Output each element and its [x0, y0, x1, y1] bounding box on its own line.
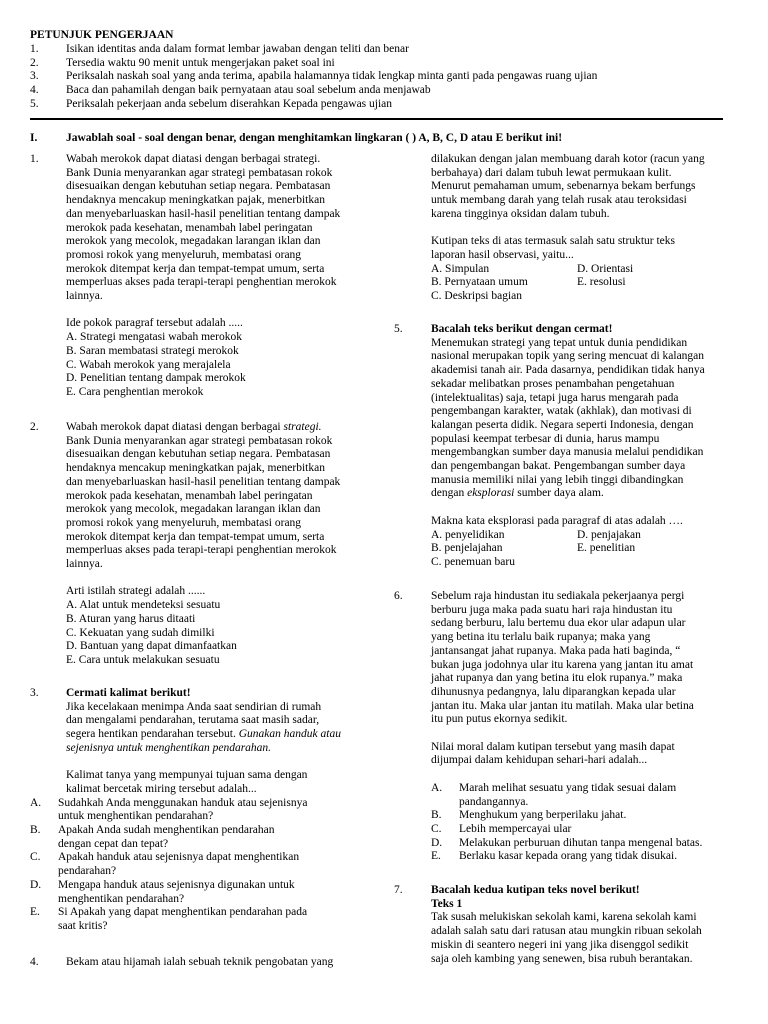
instructions-title: PETUNJUK PENGERJAAN: [30, 29, 174, 41]
passage-line: Menurut pemahaman umum, sebenarnya bekam berfungs: [431, 180, 696, 193]
passage-line: berbahaya) dari dalam tubuh lewat permukaan kulit.: [431, 166, 672, 179]
answer-option: A. Strategi mengatasi wabah merokok: [66, 331, 242, 344]
option-text: Sudahkah Anda menggunakan handuk atau sejenisnya: [58, 796, 308, 809]
text-span: strategi.: [283, 421, 322, 433]
question-7: [431, 884, 741, 966]
option-letter: D.: [431, 836, 443, 849]
option-text: pandangannya.: [459, 795, 529, 808]
answer-option: A. Alat untuk mendeteksi sesuatu: [66, 599, 221, 612]
instruction-text: Baca dan pahamilah dengan baik pernyataan atau soal sebelum anda menjawab: [66, 84, 431, 97]
answer-option: D. Bantuan yang dapat dimanfaatkan: [66, 640, 237, 653]
question-subheading: Teks 1: [431, 897, 463, 910]
question-heading: Bacalah teks berikut dengan cermat!: [431, 323, 613, 335]
option-letter: A.: [30, 796, 42, 809]
passage-line: merokok pada kesehatan, menambah label peringatan: [66, 489, 313, 502]
option-text: untuk menghentikan pendarahan?: [58, 810, 214, 823]
question-4-continued: [431, 153, 741, 304]
instruction-number: 5.: [30, 97, 39, 110]
instruction-number: 2.: [30, 56, 39, 69]
answer-option: [431, 823, 741, 837]
passage-line: karena tingginya oksidan dalam tubuh.: [431, 207, 610, 220]
answer-option: D. Orientasi: [577, 262, 634, 275]
question-stem: Kutipan teks di atas termasuk salah satu struktur teks: [431, 235, 676, 248]
option-letter: A.: [431, 781, 443, 794]
option-text: menghentikan pendarahan?: [58, 892, 185, 905]
answer-option-row: [431, 276, 741, 290]
passage-line: Menemukan strategi yang tepat untuk dunia pendidikan: [431, 336, 688, 349]
option-letter: C.: [431, 822, 442, 835]
answer-option: B. Saran membatasi strategi merokok: [66, 344, 239, 357]
instruction-item: [30, 70, 730, 84]
passage-line: dan mengalami pendarahan, terutama saat masih sadar,: [66, 714, 320, 727]
option-text: Si Apakah yang dapat menghentikan pendarahan pada: [58, 906, 308, 919]
answer-option: B. penjelajahan: [431, 542, 503, 555]
answer-option: B. Aturan yang harus ditaati: [66, 612, 196, 625]
passage-line: bukan juga jodohnya ular itu karena yang jantan itu amat: [431, 658, 694, 671]
passage-line: jahat rupanya dan yang betina itu elok rupanya.” maka: [431, 672, 683, 685]
passage-line: saja oleh kambing yang senewen, bisa rubuh berantakan.: [431, 952, 693, 965]
answer-option: [431, 782, 741, 809]
passage-line: populasi keempat terbesar di dunia, harus mampu: [431, 432, 660, 445]
option-text: Apakah Anda sudah menghentikan pendarahan: [58, 824, 275, 837]
option-text: Apakah handuk atau sejenisnya dapat menghentikan: [58, 851, 300, 864]
answer-option: [30, 824, 386, 851]
question-stem: Arti istilah strategi adalah ......: [66, 585, 206, 598]
passage-line: disesuaikan dengan kebutuhan setiap negara. Pembatasan: [66, 180, 331, 193]
question-stem: Makna kata eksplorasi pada paragraf di atas adalah ….: [431, 514, 683, 527]
passage-line: memperluas akses pada terapi-terapi penghentian merokok: [66, 276, 337, 289]
passage-line: manusia memiliki nilai yang lebih tinggi dibandingkan: [431, 473, 684, 486]
option-text: Melakukan perburuan dihutan tanpa mengenal batas.: [459, 836, 703, 849]
option-letter: B.: [30, 824, 41, 837]
option-text: pendarahan?: [58, 865, 117, 878]
question-stem: Kalimat tanya yang mempunyai tujuan sama dengan: [66, 769, 308, 782]
instruction-item: [30, 84, 730, 98]
option-text: Marah melihat sesuatu yang tidak sesuai dalam: [459, 781, 677, 794]
passage-line: dan pengembangan bakat. Pengembangan sumber daya: [431, 460, 686, 473]
answer-option: [30, 906, 386, 933]
answer-option: [30, 851, 386, 878]
answer-option-row: [431, 263, 741, 277]
passage-line: dan menyebarluaskan hasil-hasil penelitian tentang dampak: [66, 207, 341, 220]
passage-line: segera hentikan pendarahan tersebut. Gunakan handuk atau: [66, 728, 341, 741]
passage-line: nasional merupakan topik yang sering mencuat di kalangan: [431, 350, 705, 363]
passage-line: akademisi tanah air. Pada dasarnya, pendidikan tidak hanya: [431, 364, 705, 377]
passage-line: berburu juga maka pada suatu hari raja hindustan itu: [431, 603, 673, 616]
answer-option: [30, 797, 386, 824]
passage-line: merokok yang mecolok, megadakan larangan iklan dan: [66, 235, 321, 248]
question-number: 6.: [394, 590, 403, 602]
text-span: Wabah merokok dapat diatasi dengan berbagai: [66, 421, 284, 433]
answer-option: E. Cara untuk melakukan sesuatu: [66, 653, 220, 666]
instruction-text: Periksalah naskah soal yang anda terima, apabila halamannya tidak lengkap minta ganti pada pengawas ruang ujian: [66, 70, 598, 83]
text-span: sumber daya alam.: [514, 487, 604, 500]
passage-line: [66, 421, 386, 435]
option-text: saat kritis?: [58, 919, 108, 932]
passage-line: merokok yang mecolok, megadakan larangan iklan dan: [66, 503, 321, 516]
answer-option-row: [431, 529, 741, 543]
section-instruction: Jawablah soal - soal dengan benar, dengan menghitamkan lingkaran ( ) A, B, C, D atau E berikut ini!: [66, 132, 563, 144]
passage-line: promosi rokok yang menyeluruh, membatasi orang: [66, 516, 302, 529]
question-heading: Bacalah kedua kutipan teks novel berikut!: [431, 884, 640, 896]
question-number: 1.: [30, 153, 39, 165]
passage-line: promosi rokok yang menyeluruh, membatasi orang: [66, 248, 302, 261]
question-number: 2.: [30, 421, 39, 433]
question-3: [30, 687, 386, 934]
passage-line: miskin di seantero negeri ini yang jika disenggol sedikit: [431, 938, 689, 951]
instruction-item: [30, 98, 730, 112]
option-text: Menghukum yang berperilaku jahat.: [459, 809, 627, 822]
passage-line: kalangan peserta didik. Negara seperti Indonesia, dengan: [431, 418, 694, 431]
question-number: 4.: [30, 956, 39, 968]
question-number: 3.: [30, 687, 39, 699]
passage-line: yang betina itu terlalu baik rupanya; maka yang: [431, 631, 651, 644]
option-text: Mengapa handuk ataus sejenisnya digunakan untuk: [58, 878, 295, 891]
passage-line: merokok ditempat kerja dan tempat-tempat umum, serta: [66, 262, 325, 275]
question-heading: Cermati kalimat berikut!: [66, 687, 191, 699]
instruction-number: 3.: [30, 70, 39, 83]
passage-line: Sebelum raja hindustan itu sediakala pekerjaanya pergi: [431, 590, 685, 602]
question-1: [66, 153, 386, 400]
passage-line: mengembangkan sumber daya manusia melalui pendidikan: [431, 446, 704, 459]
passage-line: hendaknya mencakup meningkatkan pajak, menerbitkan: [66, 194, 325, 207]
passage-line: Jika kecelakaan menimpa Anda saat sendirian di rumah: [66, 700, 322, 713]
passage-line: memperluas akses pada terapi-terapi penghentian merokok: [66, 544, 337, 557]
question-stem: laporan hasil observasi, yaitu...: [431, 248, 574, 261]
passage-line: jantan itu. Maka ular jantan itu matilah. Maka ular betina: [431, 699, 694, 712]
divider: [30, 118, 723, 120]
answer-option: E. resolusi: [577, 276, 626, 289]
passage-line: merokok pada kesehatan, menambah label peringatan: [66, 221, 313, 234]
instruction-text: Periksalah pekerjaan anda sebelum diserahkan Kepada pengawas ujian: [66, 97, 393, 110]
text-span: dengan: [431, 487, 468, 500]
answer-option: [431, 809, 741, 823]
passage-line: Bank Dunia menyarankan agar strategi pembatasan rokok: [66, 434, 333, 447]
options: [30, 797, 386, 934]
passage-line: Bekam atau hijamah ialah sebuah teknik pengobatan yang: [66, 956, 334, 968]
text-span: eksplorasi: [467, 487, 515, 500]
question-stem: Ide pokok paragraf tersebut adalah .....: [66, 317, 243, 330]
question-6: [431, 590, 741, 864]
passage-line: sejenisnya untuk menghentikan pendarahan.: [66, 741, 272, 754]
passage-line: dihunusnya pedangnya, lalu diparangkan kepada ular: [431, 685, 676, 698]
question-5: [431, 323, 741, 570]
passage-line: itu pun putus ekornya sedikit.: [431, 713, 568, 726]
passage-line: lainnya.: [66, 290, 103, 303]
question-number: 5.: [394, 323, 403, 335]
passage-line: untuk membang darah yang telah rusak atau teroksidasi: [431, 194, 687, 207]
section-number: I.: [30, 132, 38, 144]
option-letter: D.: [30, 878, 42, 891]
answer-option: A. Simpulan: [431, 262, 490, 275]
option-text: Lebih mempercayai ular: [459, 822, 572, 835]
passage-line: lainnya.: [66, 558, 103, 571]
answer-option: A. penyelidikan: [431, 528, 505, 541]
question-stem: Nilai moral dalam kutipan tersebut yang masih dapat: [431, 740, 675, 753]
passage-line: merokok ditempat kerja dan tempat-tempat umum, serta: [66, 530, 325, 543]
passage-line: [431, 487, 741, 501]
passage-line: Bank Dunia menyarankan agar strategi pembatasan rokok: [66, 166, 333, 179]
instruction-number: 4.: [30, 84, 39, 97]
passage-line: Tak susah melukiskan sekolah kami, karena sekolah kami: [431, 911, 697, 924]
passage-line: dilakukan dengan jalan membuang darah kotor (racun yang: [431, 153, 705, 165]
option-letter: E.: [30, 906, 40, 919]
option-letter: B.: [431, 809, 442, 822]
answer-option-row: [431, 290, 741, 304]
answer-option: D. Penelitian tentang dampak merokok: [66, 372, 246, 385]
question-stem: kalimat bercetak miring tersebut adalah...: [66, 782, 257, 795]
answer-option: [30, 879, 386, 906]
answer-option: C. Deskripsi bagian: [431, 290, 523, 303]
answer-option: C. penemuan baru: [431, 555, 515, 568]
passage-line: pengembangan karakter, watak (akhlak), dan motivasi di: [431, 405, 692, 418]
answer-option: C. Wabah merokok yang merajalela: [66, 358, 231, 371]
question-stem: dijumpai dalam kehidupan sehari-hari adalah...: [431, 754, 648, 767]
answer-option: B. Pernyataan umum: [431, 276, 528, 289]
instruction-text: Isikan identitas anda dalam format lembar jawaban dengan teliti dan benar: [66, 43, 409, 55]
answer-option: [431, 850, 741, 864]
passage-line: jantansangat jahat rupanya. Maka pada hati baginda, “: [431, 644, 681, 657]
passage-line: sekadar melibatkan proses penambahan pengetahuan: [431, 377, 675, 390]
answer-option: E. penelitian: [577, 542, 636, 555]
question-2: [66, 421, 386, 668]
passage-line: adalah salah satu dari ratusan atau mungkin ribuan sekolah: [431, 925, 702, 938]
instruction-number: 1.: [30, 43, 39, 55]
passage-line: dan menyebarluaskan hasil-hasil penelitian tentang dampak: [66, 475, 341, 488]
option-letter: C.: [30, 851, 41, 864]
question-number: 7.: [394, 884, 403, 896]
option-text: Berlaku kasar kepada orang yang tidak disukai.: [459, 850, 678, 863]
answer-option: E. Cara penghentian merokok: [66, 385, 204, 398]
answer-option: C. Kekuatan yang sudah dimilki: [66, 626, 215, 639]
instructions-list: [30, 43, 730, 111]
passage-line: sedang berburu, lalu bertemu dua ekor ular adapun ular: [431, 617, 686, 630]
passage-line: hendaknya mencakup meningkatkan pajak, menerbitkan: [66, 462, 325, 475]
passage-line: disesuaikan dengan kebutuhan setiap negara. Pembatasan: [66, 448, 331, 461]
answer-option-row: [431, 556, 741, 570]
answer-option: D. penjajakan: [577, 528, 641, 541]
passage-line: (intelektualitas) saja, tetapi juga harus mengarah pada: [431, 391, 679, 404]
passage-line: Wabah merokok dapat diatasi dengan berbagai strategi.: [66, 153, 321, 165]
answer-option: [431, 837, 741, 851]
option-text: dengan cepat dan tepat?: [58, 837, 169, 850]
answer-option-row: [431, 542, 741, 556]
instruction-item: [30, 57, 730, 71]
option-letter: E.: [431, 850, 441, 863]
instruction-text: Tersedia waktu 90 menit untuk mengerjakan paket soal ini: [66, 56, 335, 69]
instruction-item: [30, 43, 730, 57]
